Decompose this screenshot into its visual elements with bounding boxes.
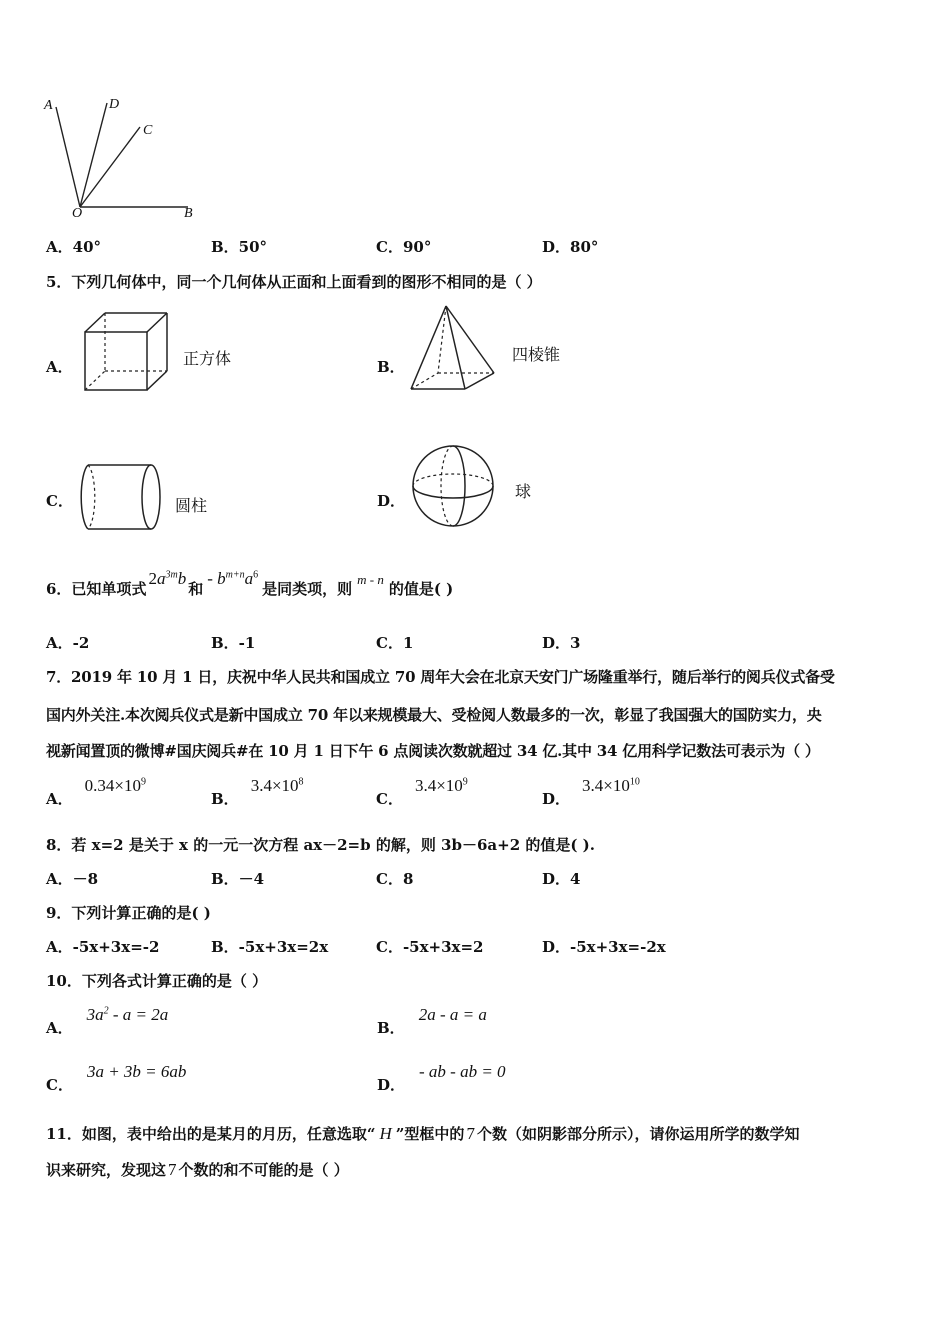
q7-line-3: 视新闻置顶的微博#国庆阅兵#在 10 月 1 日下午 6 点阅读次数就超过 34 亿.其中 34 亿用科学记数法可表示为（ ） <box>46 742 820 760</box>
q7-a-times: × <box>114 776 124 795</box>
q5-option-b-letter[interactable]: B． <box>377 358 405 376</box>
q4-option-b[interactable]: B．50° <box>211 238 268 256</box>
q7-c-base: 10 <box>445 776 463 795</box>
q10-stem: 10．下列各式计算正确的是（ ） <box>46 972 268 990</box>
q5-caption-b: 四棱锥 <box>512 345 561 364</box>
q6-suffix: 的值是( ) <box>388 580 454 598</box>
q11-line1-b: ”型框中的 <box>395 1125 465 1143</box>
q6-term2-exp1: m+n <box>225 569 245 581</box>
q5-option-a-letter[interactable]: A． <box>46 358 73 376</box>
q7-line-1: 7．2019 年 10 月 1 日，庆祝中华人民共和国成立 70 周年大会在北京天安门广场隆重举行，随后举行的阅兵仪式备受 <box>46 668 835 686</box>
q6-term1-coef: 2 <box>148 569 157 588</box>
q8-stem: 8．若 x=2 是关于 x 的一元一次方程 ax－2=b 的解，则 3b－6a+2 的值是( ). <box>46 836 595 854</box>
q7-a-base: 10 <box>123 776 141 795</box>
q7-option-a-expr <box>85 776 146 796</box>
q7-option-b-letter: B． <box>211 790 239 808</box>
q10-option-d[interactable] <box>377 1062 506 1095</box>
q4-option-c[interactable]: C．90° <box>376 238 432 256</box>
q6-expr: m - n <box>357 572 384 587</box>
q11-line1-a: 11．如图，表中给出的是某月的月历，任意选取“ <box>46 1125 376 1143</box>
q5-option-d-letter[interactable]: D． <box>377 492 406 510</box>
q7-option-c-letter: C． <box>376 790 403 808</box>
q10-option-b[interactable] <box>377 1005 487 1038</box>
q9-option-c[interactable]: C．-5x+3x=2 <box>376 938 484 956</box>
q4-option-a[interactable]: A．40° <box>46 238 102 256</box>
q6-term2 <box>207 569 258 589</box>
q4-option-d[interactable]: D．80° <box>542 238 599 256</box>
cube-icon <box>82 310 172 395</box>
label-c: C <box>143 123 153 138</box>
q6-and: 和 <box>188 580 204 598</box>
q7-a-exp: 9 <box>140 776 146 788</box>
q11-line2-a: 识来研究，发现这 <box>46 1161 167 1179</box>
q7-d-times: × <box>603 776 613 795</box>
q10-option-b-letter: B． <box>377 1019 405 1037</box>
q11-line-1 <box>46 1123 799 1144</box>
q7-option-c-expr <box>415 776 468 796</box>
q7-option-d-letter: D． <box>542 790 571 808</box>
label-d: D <box>109 97 120 112</box>
q7-a-mant: 0.34 <box>84 776 115 795</box>
q5-caption-a: 正方体 <box>183 349 232 368</box>
q7-option-b[interactable] <box>211 776 304 809</box>
q11-line1-c: 个数（如阴影部分所示），请你运用所学的数学知 <box>476 1125 800 1143</box>
q6-term2-base2: a <box>244 569 254 588</box>
q8-option-a[interactable]: A．－8 <box>46 870 99 888</box>
q10-option-d-letter: D． <box>377 1076 406 1094</box>
label-a: A <box>44 98 53 113</box>
q6-option-d[interactable]: D．3 <box>542 634 581 652</box>
q6-term2-sign: - <box>207 569 213 588</box>
q7-option-a[interactable] <box>46 776 146 809</box>
q6-option-c[interactable]: C．1 <box>376 634 414 652</box>
q10-a-post: - a = 2a <box>108 1005 169 1024</box>
q6-option-a[interactable]: A．-2 <box>46 634 90 652</box>
q7-c-mant: 3.4 <box>414 776 437 795</box>
cylinder-icon <box>76 462 166 532</box>
q7-b-mant: 3.4 <box>250 776 272 795</box>
q7-option-a-letter: A． <box>46 790 73 808</box>
q5-caption-d: 球 <box>515 482 532 501</box>
sphere-icon <box>410 443 498 531</box>
q5-option-c-letter[interactable]: C． <box>46 492 73 510</box>
q6-prefix: 6．已知单项式 <box>46 580 147 598</box>
q7-option-b-expr <box>251 776 304 796</box>
ray-oc <box>80 127 140 207</box>
q7-b-times: × <box>271 776 282 795</box>
q10-option-c-letter: C． <box>46 1076 73 1094</box>
q10-option-c-expr: 3a + 3b = 6ab <box>86 1062 187 1081</box>
q8-option-d[interactable]: D．4 <box>542 870 581 888</box>
label-o: O <box>72 206 83 221</box>
q11-seven-2: 7 <box>168 1160 177 1179</box>
q9-option-d[interactable]: D．-5x+3x=-2x <box>542 938 666 956</box>
q6-term1-base1: a <box>156 569 166 588</box>
q6-term1-base2: b <box>177 569 187 588</box>
q11-line-2 <box>46 1159 349 1180</box>
q7-d-base: 10 <box>612 776 630 795</box>
q7-option-d[interactable] <box>542 776 640 809</box>
q8-option-c[interactable]: C．8 <box>376 870 414 888</box>
pyramid-icon <box>408 303 500 395</box>
q9-stem: 9．下列计算正确的是( ) <box>46 904 211 922</box>
q7-line-2: 国内外关注.本次阅兵仪式是新中国成立 70 年以来规模最大、受检阅人数最多的一次，彰显了我国强大的国防实力，央 <box>46 706 822 724</box>
q10-option-a-expr <box>87 1005 169 1025</box>
q10-option-d-expr: - ab - ab = 0 <box>419 1062 506 1081</box>
q7-d-mant: 3.4 <box>582 776 604 795</box>
q7-d-exp: 10 <box>629 776 640 788</box>
q6-term2-exp2: 6 <box>253 569 259 581</box>
ray-oa <box>56 107 80 207</box>
q6-option-b[interactable]: B．-1 <box>211 634 256 652</box>
q11-h: H <box>379 1124 392 1143</box>
q11-seven: 7 <box>466 1124 475 1143</box>
q5-stem: 5．下列几何体中，同一个几何体从正面和上面看到的图形不相同的是（ ） <box>46 273 542 291</box>
q9-option-a[interactable]: A．-5x+3x=-2 <box>46 938 160 956</box>
q7-option-d-expr <box>582 776 640 796</box>
q10-a-pre: 3a <box>86 1005 104 1024</box>
q10-option-b-expr: 2a - a = a <box>418 1005 487 1024</box>
q6-term2-base1: b <box>217 569 226 588</box>
q6-term1 <box>148 569 186 589</box>
q6-mid: 是同类项，则 <box>262 580 353 598</box>
q7-c-times: × <box>436 776 446 795</box>
q9-option-b[interactable]: B．-5x+3x=2x <box>211 938 329 956</box>
q7-c-exp: 9 <box>462 776 468 788</box>
q10-option-c[interactable] <box>46 1062 186 1095</box>
q10-option-a[interactable] <box>46 1005 168 1038</box>
q6-stem <box>46 569 454 599</box>
q10-option-a-letter: A． <box>46 1019 73 1037</box>
q6-term1-exp: 3m <box>165 569 178 581</box>
ray-od <box>80 103 107 207</box>
label-b: B <box>184 206 193 221</box>
q5-caption-c: 圆柱 <box>175 496 208 515</box>
q7-option-c[interactable] <box>376 776 468 809</box>
q8-option-b[interactable]: B．－4 <box>211 870 265 888</box>
q11-line2-b: 个数的和不可能的是（ ） <box>178 1161 349 1179</box>
q7-b-exp: 8 <box>298 776 304 788</box>
q7-b-base: 10 <box>281 776 299 795</box>
q10-a-exp: 2 <box>103 1005 109 1017</box>
